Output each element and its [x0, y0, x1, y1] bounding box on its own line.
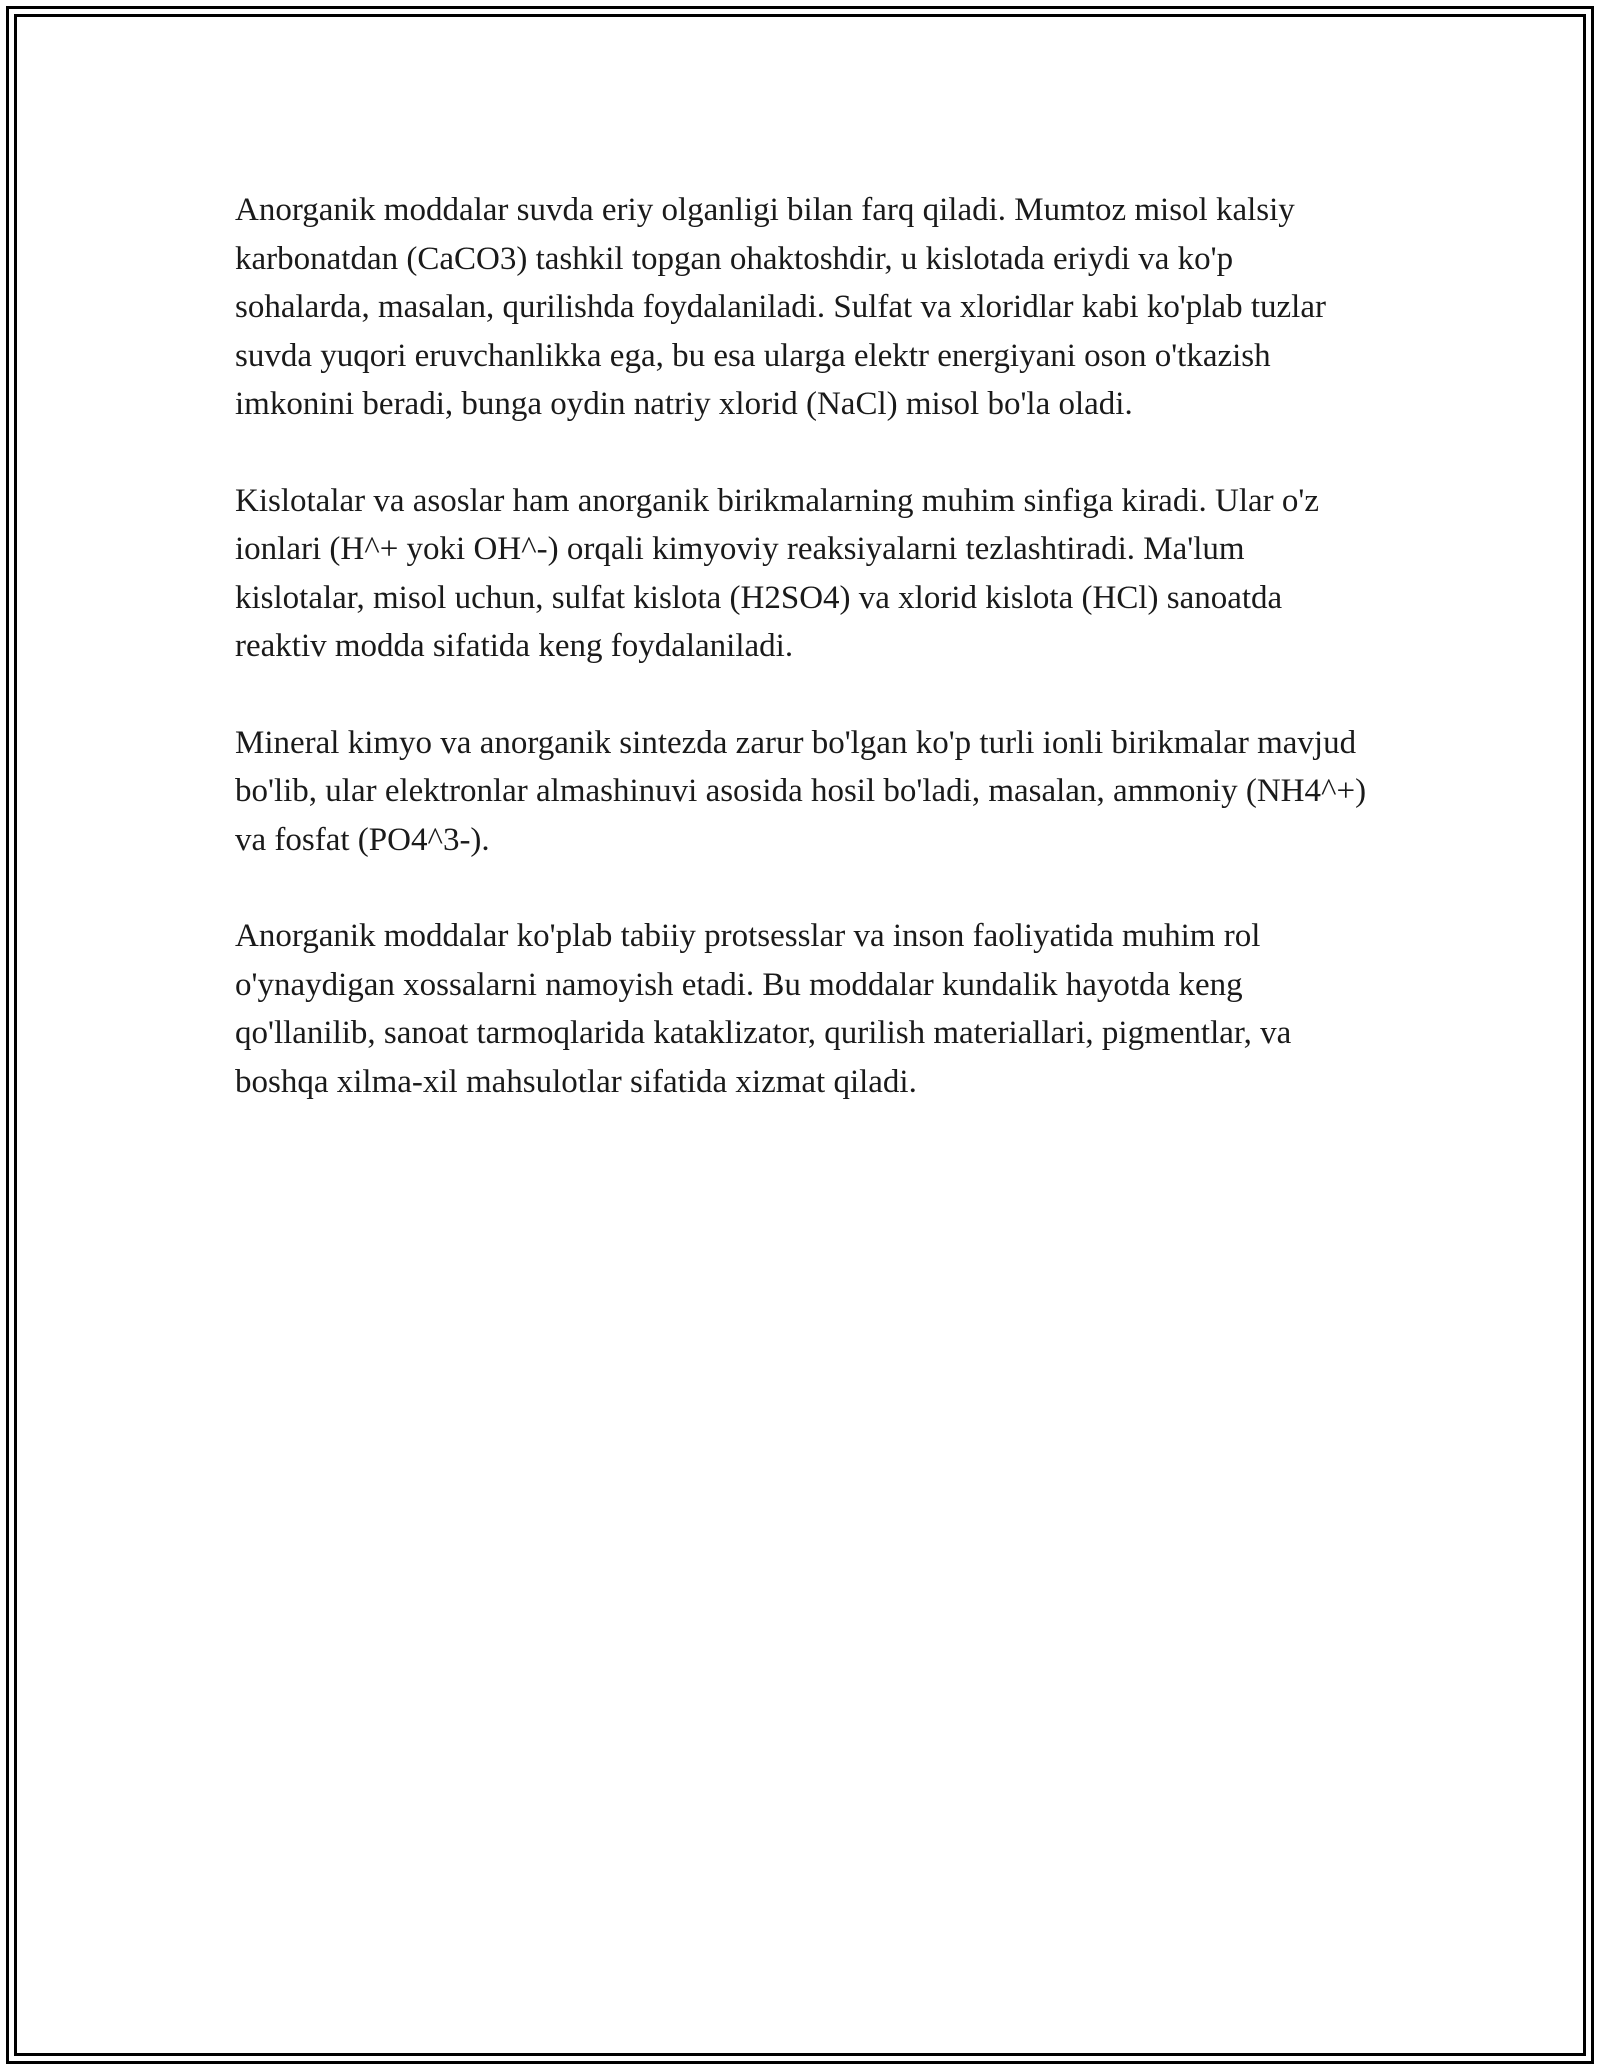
paragraph-3: Mineral kimyo va anorganik sintezda zarur bo'lgan ko'p turli ionli birikmalar mavjud bo'lib, ular elektronlar almashinuvi asosida hosil bo'ladi, masalan, ammoniy (NH4^+) va fosfat (PO4^3-). [235, 724, 1367, 858]
paragraph-2: Kislotalar va asoslar ham anorganik birikmalarning muhim sinfiga kiradi. Ular o'z ionlari (H^+ yoki OH^-) orqali kimyoviy reaksiyalarni tezlashtiradi. Ma'lum kislotalar, misol uchun, sulfat kislota (H2SO4) va xlorid kislota (HCl) sanoatda reaktiv modda sifatida keng foydalaniladi. [235, 482, 1319, 664]
paragraph-1: Anorganik moddalar suvda eriy olganligi bilan farq qiladi. Mumtoz misol kalsiy karbonatdan (CaCO3) tashkil topgan ohaktoshdir, u kislotada eriydi va ko'p sohalarda, masalan, qurilishda foydalaniladi. Sulfat va xloridlar kabi ko'plab tuzlar suvda yuqori eruvchanlikka ega, bu esa ularga elektr energiyani oson o'tkazish imkonini beradi, bunga oydin natriy xlorid (NaCl) misol bo'la oladi. [235, 192, 1326, 422]
paragraph-4: Anorganik moddalar ko'plab tabiiy protsesslar va inson faoliyatida muhim rol o'ynaydigan xossalarni namoyish etadi. Bu moddalar kundalik hayotda keng qo'llanilib, sanoat tarmoqlarida kataklizator, qurilish materiallari, pigmentlar, va boshqa xilma-xil mahsulotlar sifatida xizmat qiladi. [235, 918, 1292, 1100]
document-body [235, 186, 1370, 1154]
